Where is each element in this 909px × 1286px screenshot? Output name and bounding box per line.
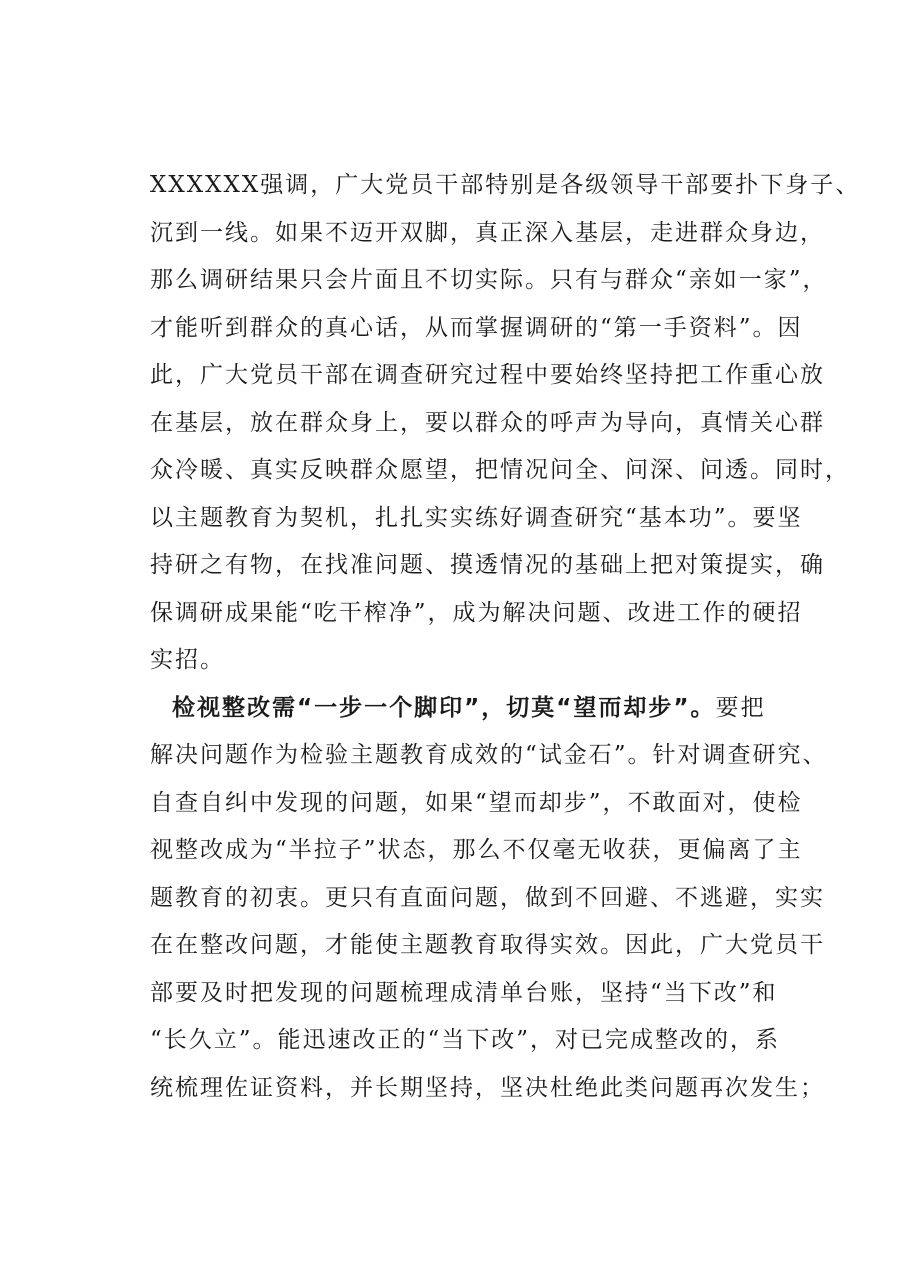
text-line: 部要及时把发现的问题梳理成清单台账，坚持“当下改”和	[150, 979, 778, 1006]
paragraph-2-first-line	[150, 685, 800, 733]
text-line: 沉到一线。如果不迈开双脚，真正深入基层，走进群众身边，	[150, 219, 825, 246]
text-line: 题教育的初衷。更只有直面问题，做到不回避、不逃避，实实	[150, 884, 825, 911]
paragraph-2	[150, 685, 828, 1113]
text-line: 此，广大党员干部在调查研究过程中要始终坚持把工作重心放	[150, 362, 825, 388]
document-body	[150, 162, 861, 1112]
text-line: 视整改成为“半拉子”状态，那么不仅毫无收获，更偏离了主	[150, 837, 803, 863]
text-line: 才能听到群众的真心话，从而掌握调研的“第一手资料”。因	[150, 314, 803, 341]
text-line: 在基层，放在群众身上，要以群众的呼声为导向，真情关心群	[150, 409, 825, 436]
text-line: 那么调研结果只会片面且不切实际。只有与群众“亲如一家”，	[150, 267, 828, 293]
text-line: 解决问题作为检验主题教育成效的“试金石”。针对调查研究、	[150, 742, 828, 768]
text-line: “长久立”。能迅速改正的“当下改”，对已完成整改的，系	[150, 1027, 781, 1053]
text-line: 持研之有物，在找准问题、摸透情况的基础上把对策提实，确	[150, 552, 825, 578]
text-line: 自查自纠中发现的问题，如果“望而却步”，不敢面对，使检	[150, 789, 803, 816]
text-line: 保调研成果能“吃干榨净”，成为解决问题、改进工作的硬招	[150, 599, 803, 626]
section-heading: 检视整改需“一步一个脚印”，切莫“望而却步”。	[172, 694, 716, 721]
text-line: 实招。	[150, 647, 225, 673]
text-line: 在在整改问题，才能使主题教育取得实效。因此，广大党员干	[150, 932, 825, 958]
text-line: 以主题教育为契机，扎扎实实练好调查研究“基本功”。要坚	[150, 504, 803, 531]
paragraph-1	[150, 162, 861, 685]
text-line: XXXXXX强调，广大党员干部特别是各级领导干部要扑下身子、	[150, 172, 861, 198]
text-line-continuation: 要把	[715, 694, 766, 721]
text-line: 众冷暖、真实反映群众愿望，把情况问全、问深、问透。同时，	[150, 457, 850, 483]
text-line: 统梳理佐证资料，并长期坚持，坚决杜绝此类问题再次发生；	[150, 1074, 825, 1101]
